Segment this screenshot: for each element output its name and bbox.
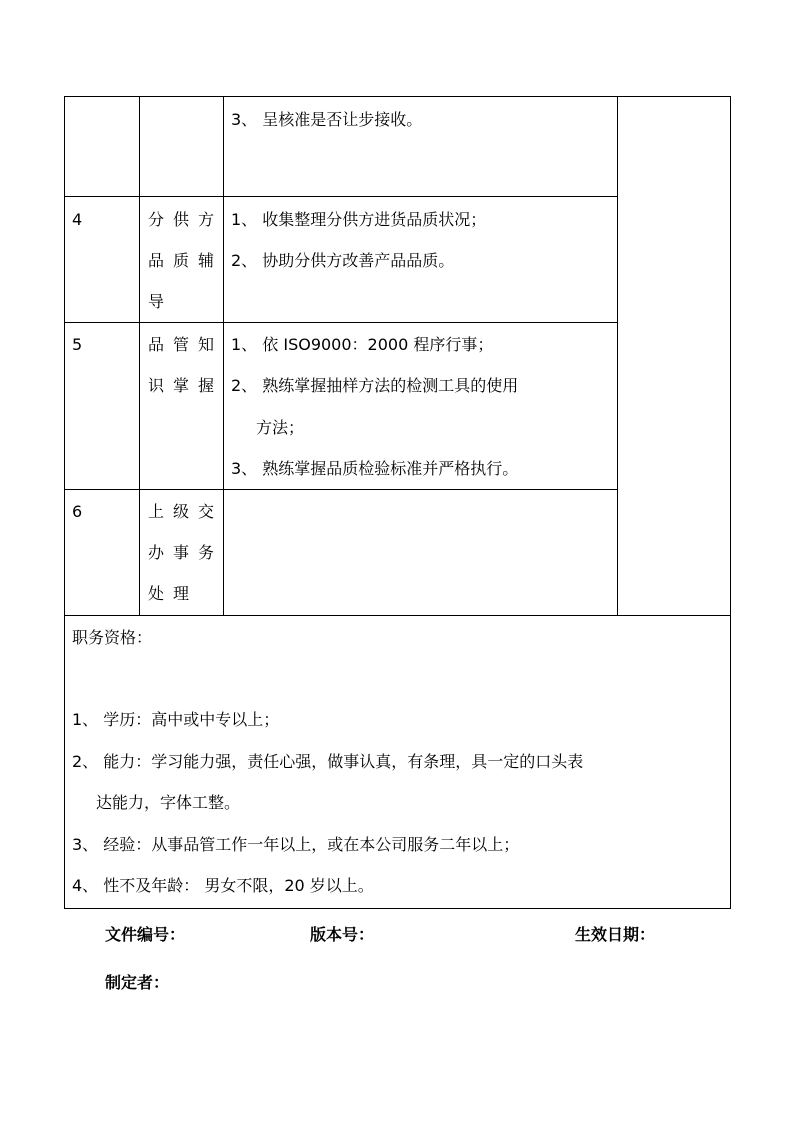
qualification-line: 4、 性不及年龄： 男女不限，20 岁以上。 bbox=[72, 876, 374, 895]
row-number: 4 bbox=[72, 210, 83, 229]
row-item: 3、 熟练掌握品质检验标准并严格执行。 bbox=[231, 459, 519, 478]
col-divider-3 bbox=[617, 96, 618, 616]
table-border-bottom bbox=[64, 908, 731, 909]
col-divider-2 bbox=[223, 96, 224, 616]
qualification-line: 2、 能力：学习能力强，责任心强，做事认真，有条理，具一定的口头表 bbox=[72, 752, 584, 771]
row-divider-4 bbox=[64, 615, 731, 616]
row-item: 方法； bbox=[256, 418, 305, 437]
row-title-line: 处理 bbox=[148, 584, 199, 603]
effective-date-label: 生效日期： bbox=[575, 925, 656, 944]
row-title-line: 品管知 bbox=[148, 335, 224, 354]
row-item: 2、 协助分供方改善产品品质。 bbox=[231, 251, 455, 270]
table-border-right bbox=[730, 96, 731, 909]
table-border-top bbox=[64, 96, 731, 97]
qualification-line: 1、 学历：高中或中专以上； bbox=[72, 710, 280, 729]
row-title-line: 分供方 bbox=[148, 210, 224, 229]
file-number-label: 文件编号： bbox=[105, 925, 186, 944]
row-item: 2、 熟练掌握抽样方法的检测工具的使用 bbox=[231, 376, 519, 395]
row-title-line: 办事务 bbox=[148, 543, 224, 562]
row-divider-2 bbox=[64, 322, 618, 323]
row-item: 1、 依 ISO9000：2000 程序行事； bbox=[231, 335, 494, 354]
version-label: 版本号： bbox=[310, 925, 375, 944]
row-title-line: 识掌握 bbox=[148, 376, 224, 395]
row-number: 5 bbox=[72, 335, 83, 354]
row-title-line: 品质辅 bbox=[148, 251, 224, 270]
row-title-line: 上级交 bbox=[148, 502, 224, 521]
row-divider-1 bbox=[64, 196, 618, 197]
row-item: 1、 收集整理分供方进货品质状况； bbox=[231, 210, 487, 229]
qualification-line: 3、 经验：从事品管工作一年以上，或在本公司服务二年以上； bbox=[72, 835, 520, 854]
table-border-left bbox=[64, 96, 65, 909]
row-divider-3 bbox=[64, 489, 618, 490]
qualification-line: 达能力，字体工整。 bbox=[96, 793, 241, 812]
author-label: 制定者： bbox=[105, 973, 170, 992]
row-title-line: 导 bbox=[148, 292, 174, 311]
row-item: 3、 呈核准是否让步接收。 bbox=[231, 110, 423, 129]
row-number: 6 bbox=[72, 502, 83, 521]
col-divider-1 bbox=[139, 96, 140, 616]
qualifications-heading: 职务资格： bbox=[72, 628, 153, 647]
